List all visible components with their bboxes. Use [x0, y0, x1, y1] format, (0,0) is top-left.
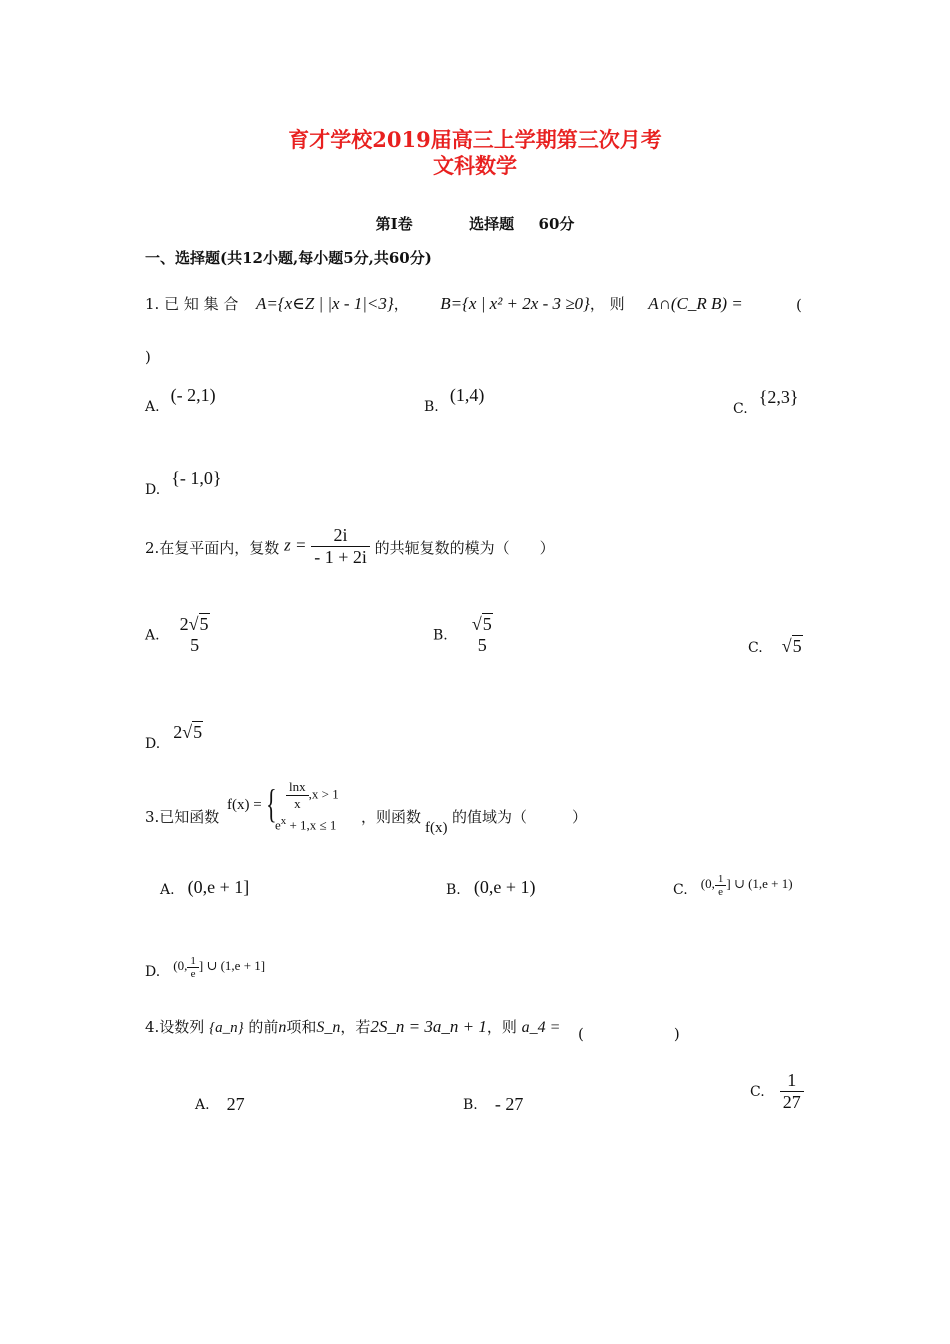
- question-2: [145, 525, 555, 568]
- q4-option-b[interactable]: [463, 1094, 523, 1115]
- q2-z-lhs: z =: [284, 535, 307, 555]
- q4-eq: 2S_n = 3a_n + 1: [370, 1017, 487, 1036]
- q4-option-c[interactable]: [750, 1070, 804, 1113]
- q4-mid2: 项和: [286, 1018, 317, 1036]
- q3-case-2: [275, 815, 336, 833]
- q1-option-a[interactable]: [145, 385, 216, 415]
- option-den: e: [715, 885, 727, 898]
- option-label: A.: [145, 627, 160, 644]
- option-den: 5: [477, 635, 487, 655]
- option-radicand: 5: [482, 614, 492, 634]
- option-radicand: 5: [199, 614, 209, 634]
- option-label: A.: [195, 1097, 210, 1113]
- option-value: (- 2,1): [170, 385, 216, 405]
- q3-mid: ，则函数: [361, 808, 422, 826]
- option-post: ] ∪ (1,e + 1): [726, 876, 793, 892]
- option-radicand: 5: [792, 636, 802, 656]
- q3-case2-base: e: [275, 817, 281, 833]
- question-1: [145, 293, 743, 314]
- q2-z-fraction: [311, 525, 370, 568]
- q4-prefix: 4.设数列: [145, 1018, 205, 1036]
- option-label: B.: [424, 399, 439, 415]
- option-value: (0,e + 1]: [187, 877, 250, 897]
- option-num: 1: [717, 873, 724, 885]
- q2-z-num: 2i: [333, 525, 348, 545]
- option-value: 27: [226, 1094, 245, 1114]
- q3-fx: f(x): [425, 820, 448, 836]
- q2-option-b[interactable]: [433, 614, 496, 656]
- option-value: {2,3}: [758, 387, 799, 407]
- section-part: 第Ⅰ卷: [375, 215, 413, 233]
- q3-option-c[interactable]: [673, 873, 793, 898]
- option-pre: (0,: [700, 876, 715, 892]
- q4-option-a[interactable]: [195, 1094, 245, 1115]
- option-label: C.: [748, 640, 763, 656]
- q2-z-den: - 1 + 2i: [311, 546, 370, 568]
- section-type: 选择题: [469, 215, 515, 233]
- document-title: 育才学校2019届高三上学期第三次月考: [288, 127, 662, 152]
- q1-sep: ，: [393, 295, 409, 313]
- q2-option-c[interactable]: C. √5: [748, 636, 802, 656]
- document-subtitle: 文科数学: [433, 153, 517, 178]
- question-4: [145, 1016, 560, 1037]
- q2-option-a[interactable]: [145, 614, 213, 656]
- q3-option-d[interactable]: [145, 955, 265, 980]
- option-fraction: 2√5 5: [177, 614, 213, 656]
- q3-suffix: 的值域为（ ）: [452, 808, 588, 826]
- q1-option-b[interactable]: [424, 385, 485, 415]
- q2-prefix: 2.在复平面内，复数: [145, 538, 280, 557]
- option-fraction: [780, 1070, 804, 1113]
- option-fraction: √5 5: [469, 614, 496, 656]
- part-heading: 一、选择题(共12小题,每小题5分,共60分): [145, 249, 432, 267]
- option-value: {- 1,0}: [171, 468, 222, 488]
- q3-case2-rest: + 1,x ≤ 1: [286, 817, 337, 833]
- option-label: A.: [145, 399, 160, 415]
- option-value: (1,4): [449, 385, 485, 405]
- q1-prefix: 1. 已 知 集 合: [145, 295, 239, 313]
- q3-case1-cond: ,x > 1: [308, 786, 339, 802]
- q1-set-a: A={x∈Z | |x - 1|<3}: [255, 294, 394, 313]
- option-num: 1: [190, 955, 196, 967]
- option-label: C.: [750, 1084, 765, 1100]
- q3-case-1: [286, 779, 339, 812]
- q4-mid4: ，则: [486, 1018, 517, 1036]
- q3-case1-num: lnx: [289, 779, 306, 794]
- q4-n: n: [278, 1019, 287, 1036]
- q2-option-d[interactable]: D. 2√5: [145, 722, 203, 752]
- q1-paren-close: ): [145, 348, 151, 366]
- option-label: B.: [446, 882, 461, 898]
- option-coef: 2: [173, 722, 183, 742]
- q3-option-a[interactable]: [160, 877, 249, 898]
- option-label: C.: [673, 882, 688, 899]
- option-label: D.: [145, 482, 161, 498]
- option-value: - 27: [494, 1094, 524, 1114]
- q4-paren: ( ): [578, 1025, 680, 1043]
- q4-mid3: ，若: [340, 1018, 371, 1036]
- option-coef: 2: [179, 614, 189, 634]
- option-value: (0,e + 1): [473, 877, 536, 897]
- option-den: 27: [780, 1091, 804, 1113]
- q1-set-b: B={x | x² + 2x - 3 ≥0}: [440, 294, 590, 313]
- option-label: D.: [145, 964, 161, 981]
- q3-case2-exp: x: [280, 815, 287, 827]
- option-den: e: [187, 967, 199, 980]
- option-label: B.: [463, 1097, 478, 1113]
- q1-expr: A∩(C_R B) =: [648, 294, 743, 313]
- q1-sep2: ， 则: [589, 295, 625, 313]
- option-radicand: 5: [193, 722, 203, 742]
- q4-seq: {a_n}: [209, 1020, 244, 1036]
- option-den: 5: [190, 635, 200, 655]
- q3-option-b[interactable]: [446, 877, 535, 898]
- q2-suffix: 的共轭复数的模为（ ）: [374, 538, 555, 557]
- option-label: B.: [433, 627, 448, 644]
- section-heading: [0, 213, 950, 234]
- q3-brace: {: [266, 781, 277, 826]
- option-pre: (0,: [173, 958, 188, 974]
- q1-option-d[interactable]: [145, 468, 222, 498]
- option-label: A.: [160, 882, 175, 898]
- q3-case1-fraction: [286, 779, 309, 812]
- option-label: C.: [733, 401, 748, 417]
- q3-prefix: 3.已知函数: [145, 808, 220, 826]
- section-score: 60分: [538, 215, 575, 233]
- q4-a4: a_4 =: [521, 1019, 561, 1036]
- q4-sn: S_n: [316, 1019, 341, 1036]
- q4-mid1: 的前: [248, 1018, 279, 1036]
- q1-paren-open: (: [796, 296, 802, 314]
- option-post: ] ∪ (1,e + 1]: [198, 958, 266, 974]
- option-label: D.: [145, 736, 161, 752]
- q3-case1-den: x: [286, 795, 309, 812]
- q3-f-lhs: f(x) =: [227, 797, 262, 813]
- option-num: 1: [787, 1070, 797, 1090]
- q1-option-c[interactable]: [733, 387, 799, 417]
